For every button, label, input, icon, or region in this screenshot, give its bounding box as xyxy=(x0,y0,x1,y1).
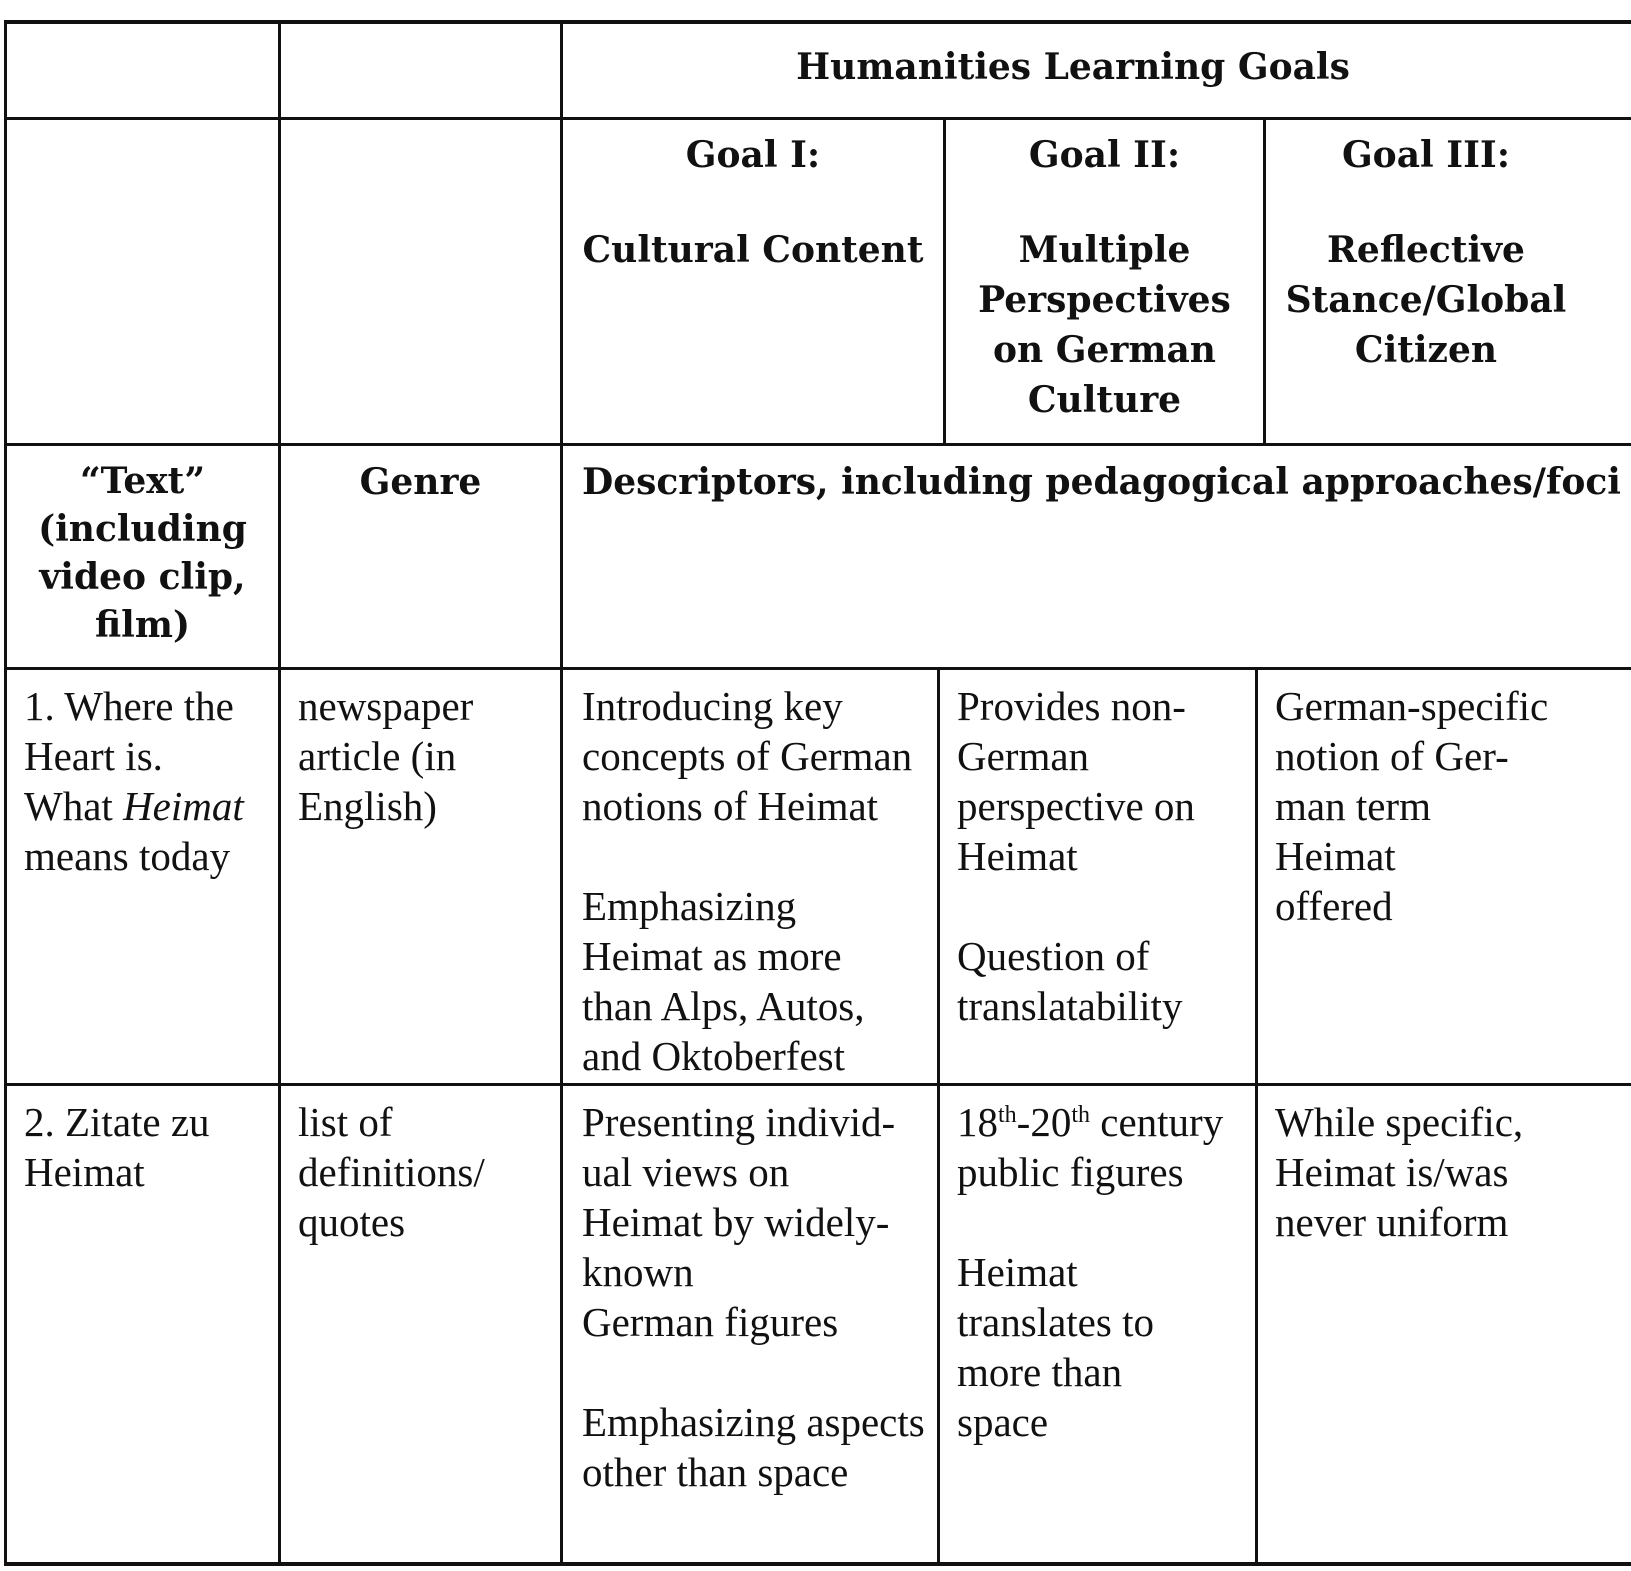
row-1-goal-1-para-2: Emphasizing Heimat as more than Alps, Autos, and Oktoberfest xyxy=(582,883,865,1079)
goal-1-header xyxy=(563,130,943,275)
row-1-goal-1-para-1: Introducing key concepts of German notions of Heimat xyxy=(582,683,913,829)
goal-2-title: Multiple Perspectives on German Culture xyxy=(978,229,1231,421)
row-1-text-title: 1. Where the Heart is. xyxy=(24,683,234,779)
row-2-goal-2-para-1 xyxy=(957,1097,1255,1197)
row-2-goal-2-sup-2: th xyxy=(1071,1102,1090,1128)
table-rule xyxy=(278,20,281,1566)
goal-3-title: Reflective Stance/Global Citizen xyxy=(1285,229,1567,371)
table-border-top xyxy=(4,20,1631,24)
row-1-goal-3: German-specific notion of Ger- man term Heimat offered xyxy=(1275,683,1549,929)
row-2-goal-2-rest: century public figures xyxy=(957,1099,1224,1195)
row-2-goal-1 xyxy=(582,1097,937,1497)
table-rule xyxy=(4,443,1631,446)
descriptors-column-header: Descriptors, including pedagogical approaches/foci xyxy=(582,461,1621,503)
table-border-bottom xyxy=(4,1562,1631,1566)
row-2-genre: list of definitions/ quotes xyxy=(298,1099,485,1245)
row-2-goal-2-century-end: -20 xyxy=(1016,1099,1072,1145)
text-column-header: “Text” (including video clip, film) xyxy=(38,460,247,646)
table-rule xyxy=(4,667,1631,670)
table-border-left xyxy=(4,20,7,1566)
row-1-goal-1 xyxy=(582,681,937,1081)
goal-3-header xyxy=(1266,130,1586,375)
row-1-goal-2 xyxy=(957,681,1255,1031)
row-1-text-end: means today xyxy=(24,833,231,879)
row-1-genre: newspaper article (in English) xyxy=(298,683,474,829)
goal-2-label: Goal II: xyxy=(1028,134,1181,176)
row-1-goal-2-para-1: Provides non- German perspective on Heimat xyxy=(957,683,1195,879)
row-2-goal-2 xyxy=(957,1097,1255,1447)
goal-1-title: Cultural Content xyxy=(582,229,924,271)
table-rule xyxy=(937,667,940,1566)
row-2-goal-2-sup-1: th xyxy=(998,1102,1017,1128)
row-2-goal-1-para-1: Presenting individ- ual views on Heimat by widely- known German figures xyxy=(582,1099,896,1345)
table-rule xyxy=(4,117,1631,120)
row-1-text xyxy=(24,681,278,881)
genre-column-header: Genre xyxy=(359,461,482,503)
row-2-goal-2-para-2: Heimat translates to more than space xyxy=(957,1249,1154,1445)
row-1-text-heimat: Heimat xyxy=(123,783,244,829)
humanities-learning-goals-title: Humanities Learning Goals xyxy=(796,46,1350,88)
goal-1-label: Goal I: xyxy=(685,134,821,176)
goal-2-header xyxy=(946,130,1263,425)
goal-3-label: Goal III: xyxy=(1341,134,1511,176)
row-2-goal-3: While specific, Heimat is/was never uniform xyxy=(1275,1099,1524,1245)
table-rule xyxy=(4,1083,1631,1086)
row-1-text-what: What xyxy=(24,783,124,829)
row-2-goal-1-para-2: Emphasizing aspects other than space xyxy=(582,1399,925,1495)
row-2-text: 2. Zitate zu Heimat xyxy=(24,1099,210,1195)
row-1-goal-2-para-2: Question of translatability xyxy=(957,933,1183,1029)
row-2-goal-2-century-start: 18 xyxy=(957,1099,998,1145)
table-rule xyxy=(1255,667,1258,1566)
